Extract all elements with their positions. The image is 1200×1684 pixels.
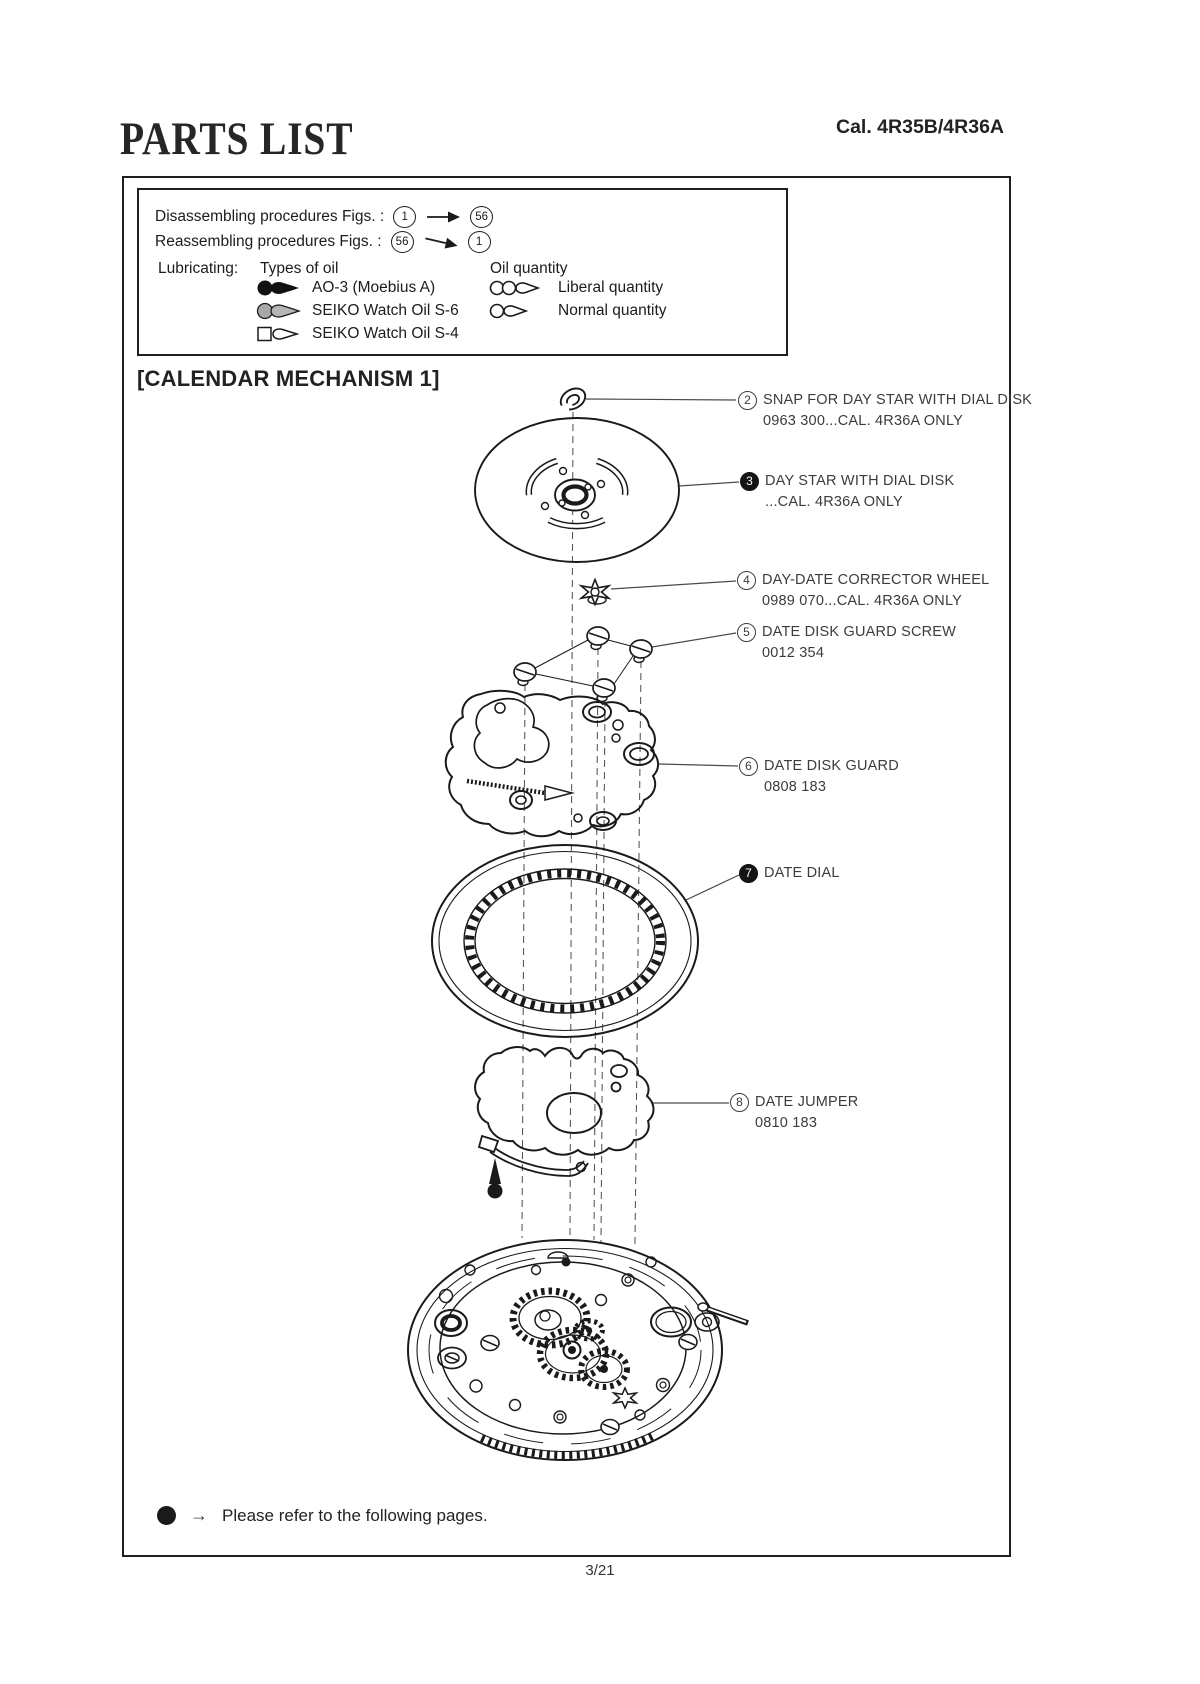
fig-number-badge: 1 — [468, 231, 491, 253]
part-detail: ...CAL. 4R36A ONLY — [765, 493, 903, 510]
oil-quantity-label: Oil quantity — [490, 260, 568, 277]
part-number-badge: 8 — [730, 1093, 749, 1112]
part-detail: 0808 183 — [764, 778, 827, 795]
part-label-date-dial — [739, 863, 840, 884]
part-label-snap — [738, 390, 1032, 431]
reassembling-label: Reassembling procedures Figs. : — [155, 233, 382, 250]
oil-drop-white-icon — [256, 325, 306, 343]
arrow-right-icon — [425, 210, 461, 224]
part-label-disk-guard — [739, 756, 899, 797]
part-name: DATE DISK GUARD SCREW — [762, 624, 957, 640]
filled-circle-icon — [157, 1506, 176, 1525]
lubricating-label: Lubricating: — [158, 260, 239, 277]
part-detail: 0810 183 — [755, 1114, 818, 1131]
oil-type-label: AO-3 (Moebius A) — [312, 279, 436, 296]
arrow-right-icon — [421, 231, 459, 253]
part-label-day-star — [740, 471, 954, 512]
oil-type-label: SEIKO Watch Oil S-4 — [312, 325, 459, 342]
legend-reassembling-row — [155, 231, 491, 253]
part-detail: 0012 354 — [762, 644, 825, 661]
oil-quantity-option-label: Normal quantity — [558, 302, 667, 319]
fig-number-badge: 56 — [470, 206, 493, 228]
section-heading: [CALENDAR MECHANISM 1] — [137, 366, 440, 391]
oil-quantity-option-label: Liberal quantity — [558, 279, 664, 296]
part-detail: 0963 300...CAL. 4R36A ONLY — [763, 412, 964, 429]
part-name: DAY-DATE CORRECTOR WHEEL — [762, 572, 990, 588]
part-number-badge: 7 — [739, 864, 758, 883]
caliber-label: Cal. 4R35B/4R36A — [836, 116, 1004, 138]
footer-note-text: Please refer to the following pages. — [222, 1505, 488, 1525]
arrow-right-icon: → — [190, 1505, 208, 1525]
oil-drop-black-icon — [256, 279, 306, 297]
part-number-badge: 6 — [739, 757, 758, 776]
fig-number-badge: 56 — [391, 231, 414, 253]
part-name: DATE JUMPER — [755, 1094, 859, 1110]
legend-disassembling-row — [155, 206, 493, 228]
footer-note — [157, 1505, 488, 1526]
liberal-quantity-icon — [489, 279, 553, 297]
disassembling-label: Disassembling procedures Figs. : — [155, 208, 385, 225]
types-of-oil-label: Types of oil — [260, 260, 339, 277]
fig-number-badge: 1 — [393, 206, 416, 228]
part-number-badge: 5 — [737, 623, 756, 642]
part-label-corrector-wheel — [737, 570, 989, 611]
part-label-date-jumper — [730, 1092, 858, 1133]
part-name: SNAP FOR DAY STAR WITH DIAL DISK — [763, 392, 1033, 408]
page-title: PARTS LIST — [120, 113, 354, 165]
normal-quantity-icon — [489, 302, 553, 320]
part-number-badge: 2 — [738, 391, 757, 410]
part-name: DATE DIAL — [764, 865, 840, 881]
part-label-guard-screw — [737, 622, 956, 663]
oil-drop-gray-icon — [256, 302, 306, 320]
oil-type-label: SEIKO Watch Oil S-6 — [312, 302, 459, 319]
part-detail: 0989 070...CAL. 4R36A ONLY — [762, 592, 963, 609]
part-name: DAY STAR WITH DIAL DISK — [765, 473, 955, 489]
page-number: 3/21 — [585, 1562, 615, 1579]
part-number-badge: 4 — [737, 571, 756, 590]
part-number-badge: 3 — [740, 472, 759, 491]
part-name: DATE DISK GUARD — [764, 758, 899, 774]
